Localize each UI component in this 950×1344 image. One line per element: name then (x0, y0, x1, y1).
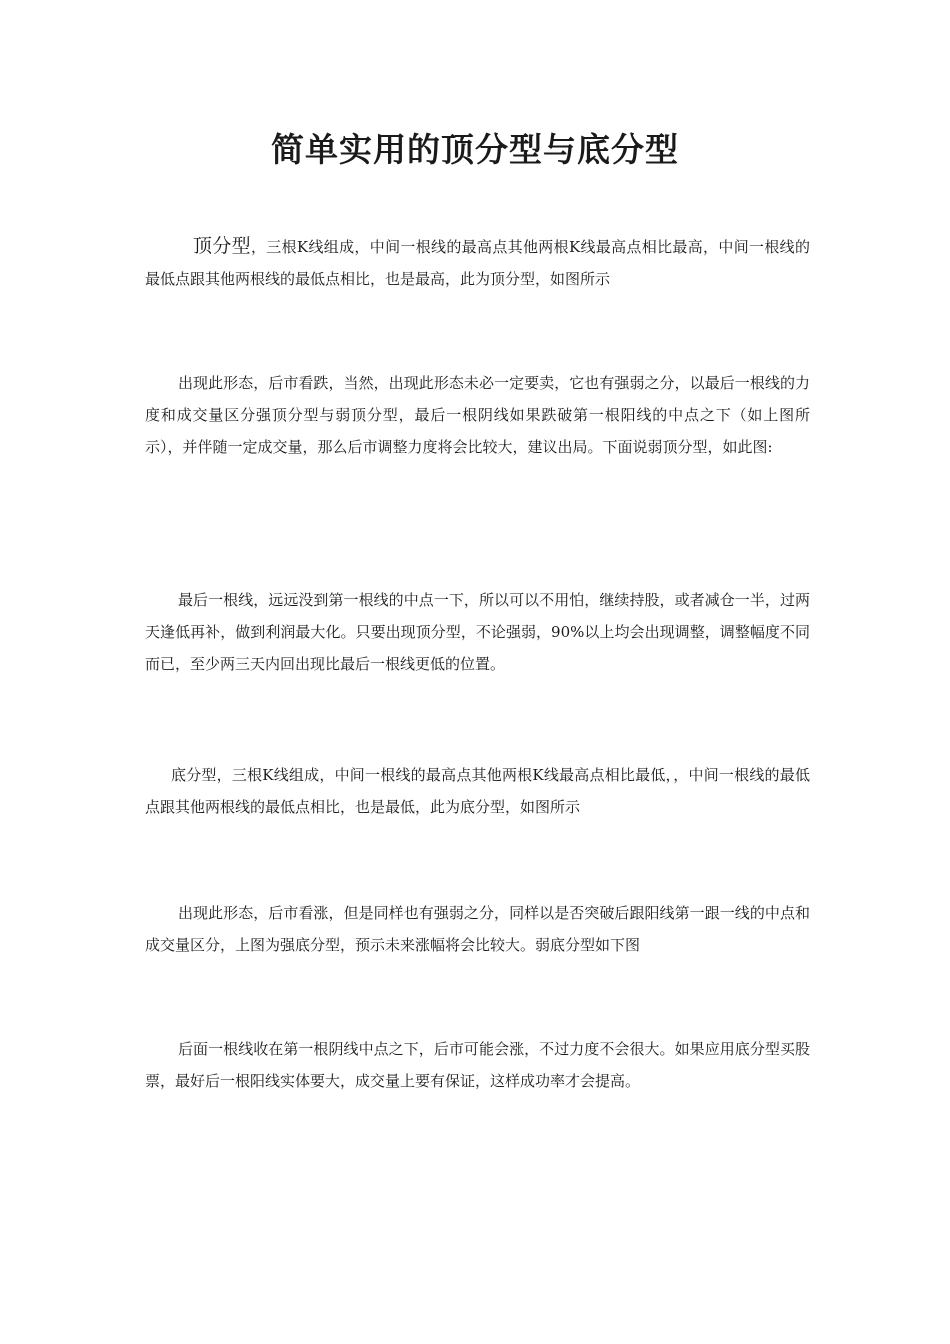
paragraph-top-fractal-definition (145, 230, 810, 295)
paragraph-bottom-fractal-strength: 出现此形态，后市看涨，但是同样也有强弱之分，同样以是否突破后跟阳线第一跟一线的中点和成交量区分，上图为强底分型，预示未来涨幅将会比较大。弱底分型如下图 (145, 904, 810, 954)
paragraph-body: ，三根K线组成，中间一根线的最高点其他两根K线最高点相比最高，中间一根线的最低点跟其他两根线的最低点相比，也是最高，此为顶分型，如图所示 (145, 238, 810, 288)
paragraph-weak-top-fractal: 最后一根线，远远没到第一根线的中点一下，所以可以不用怕，继续持股，或者减仓一半，过两天逢低再补，做到利润最大化。只要出现顶分型，不论强弱，90%以上均会出现调整，调整幅度不同而已，至少两三天内回出现比最后一根线更低的位置。 (145, 591, 810, 673)
paragraph-top-fractal-strength: 出现此形态，后市看跌，当然，出现此形态未必一定要卖，它也有强弱之分，以最后一根线的力度和成交量区分强顶分型与弱顶分型，最后一根阴线如果跌破第一根阳线的中点之下（如上图所示），并伴随一定成交量，那么后市调整力度将会比较大，建议出局。下面说弱顶分型，如此图: (145, 374, 810, 456)
paragraph-bottom-fractal-definition: 底分型，三根K线组成，中间一根线的最高点其他两根K线最高点相比最低，，中间一根线的最低点跟其他两根线的最低点相比，也是最低，此为底分型，如图所示 (145, 766, 810, 816)
paragraph-weak-bottom-fractal: 后面一根线收在第一根阴线中点之下，后市可能会涨，不过力度不会很大。如果应用底分型买股票，最好后一根阳线实体要大，成交量上要有保证，这样成功率才会提高。 (145, 1040, 810, 1090)
page-title: 简单实用的顶分型与底分型 (271, 130, 679, 169)
paragraph-lead-term: 顶分型 (193, 235, 251, 257)
